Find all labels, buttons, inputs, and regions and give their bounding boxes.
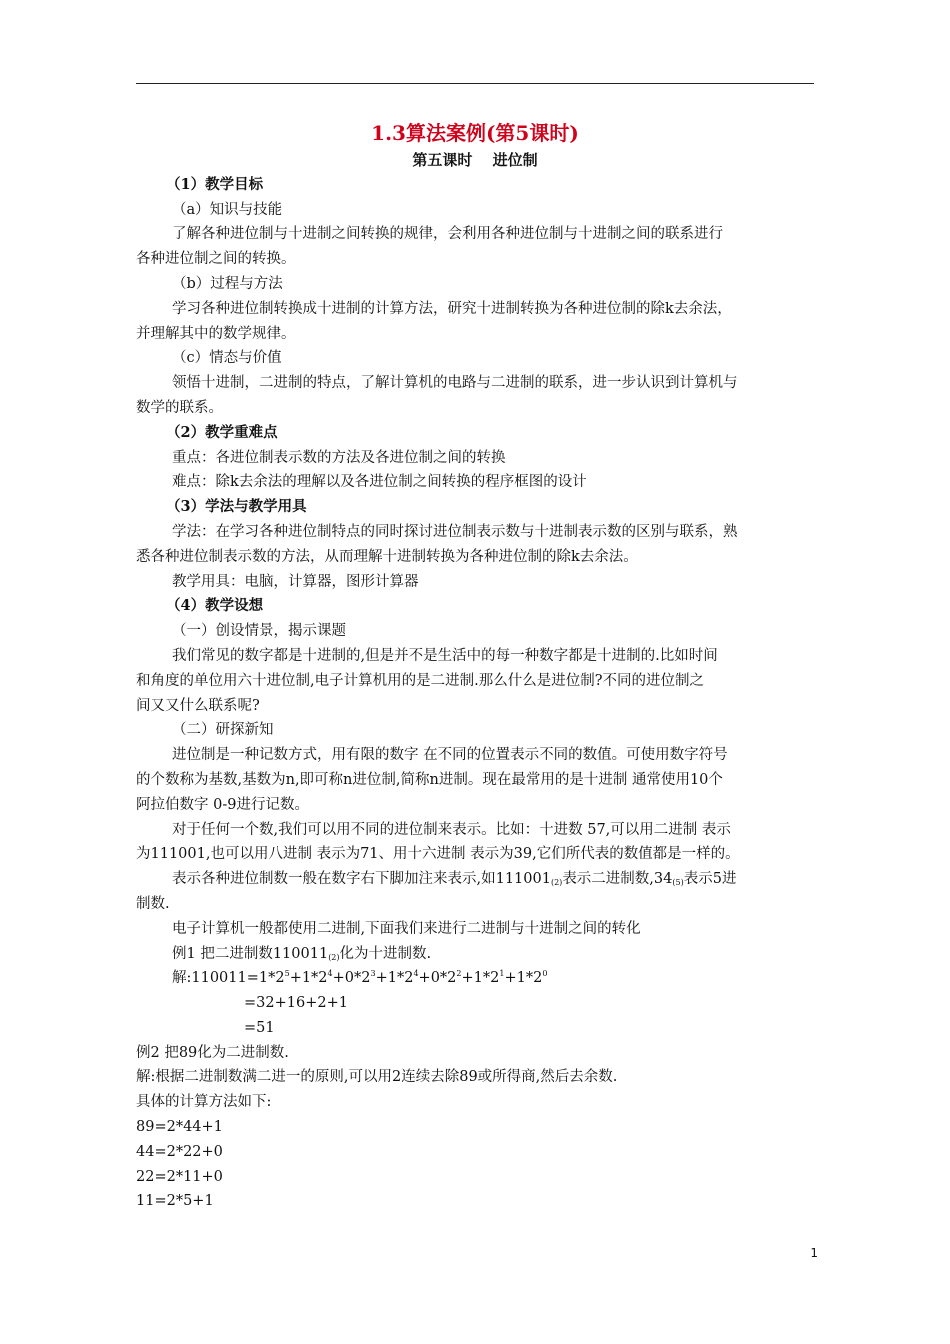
paragraph-line: 解:根据二进制数满二进一的原则,可以用2连续去除89或所得商,然后去余数. [136,1069,618,1086]
paragraph-line: 我们常见的数字都是十进制的,但是并不是生活中的每一种数字都是十进制的.比如时间 [172,647,718,664]
text-run: +0*2 [418,970,457,987]
solution-line: =32+16+2+1 [244,995,348,1012]
paragraph-line: 悉各种进位制表示数的方法，从而理解十进制转换为各种进位制的除k去余法。 [136,548,638,565]
paragraph-line: 电子计算机一般都使用二进制,下面我们来进行二进制与十进制之间的转化 [172,920,641,937]
exponent: 3 [370,969,376,979]
solution-line: =51 [244,1019,275,1036]
text-run: 表示各种进位制数一般在数字右下脚加注来表示,如111001 [172,871,551,888]
paragraph-line: 阿拉伯数字 0-9进行记数。 [136,796,309,813]
text-run: +0*2 [332,970,371,987]
text-run: 化为十进制数. [339,945,432,962]
exponent: 4 [327,969,333,979]
paragraph-line: 并理解其中的数学规律。 [136,325,296,342]
subsection-label: （a）知识与技能 [172,201,283,218]
paragraph-line: 数学的联系。 [136,399,223,416]
paragraph-line: 对于任何一个数,我们可以用不同的进位制来表示。比如：十进数 57,可以用二进制 表示 [172,821,731,838]
exponent: 0 [542,969,548,979]
page-number: 1 [810,1246,818,1260]
document-body [136,118,814,1214]
paragraph-line: 学法：在学习各种进位制特点的同时探讨进位制表示数与十进制表示数的区别与联系，熟 [172,523,738,540]
paragraph-line: 学习各种进位制转换成十进制的计算方法，研究十进制转换为各种进位制的除k去余法， [172,300,732,317]
text-run: 解:110011=1*2 [172,970,285,987]
section-heading: （1）教学目标 [166,175,264,193]
base-subscript: (5) [672,878,684,888]
paragraph-line: 了解各种进位制与十进制之间转换的规律，会利用各种进位制与十进制之间的联系进行 [172,226,723,243]
example-2: 例2 把89化为二进制数. [136,1044,289,1061]
exponent: 5 [284,969,290,979]
text-run: 表示二进制数,34 [562,871,673,888]
division-step: 11=2*5+1 [136,1193,214,1210]
paragraph-line [136,867,814,892]
key-point: 重点：各进位制表示数的方法及各进位制之间的转换 [172,449,506,466]
exponent: 1 [499,969,505,979]
text-run: +1*2 [289,970,328,987]
header-rule [136,83,814,84]
section-heading: （2）教学重难点 [166,423,278,441]
text-run: +1*2 [461,970,500,987]
division-step: 44=2*22+0 [136,1143,223,1160]
text-run: 例1 把二进制数110011 [172,945,329,962]
base-subscript: (2) [328,952,340,962]
text-run: +1*2 [504,970,543,987]
paragraph-line: 各种进位制之间的转换。 [136,251,296,268]
paragraph-line: 间又又什么联系呢? [136,697,260,714]
division-step: 89=2*44+1 [136,1119,223,1136]
paragraph-line: 制数. [136,895,170,912]
document-title: 1.3算法案例(第5课时) [371,121,579,145]
difficult-point: 难点：除k去余法的理解以及各进位制之间转换的程序框图的设计 [172,474,587,491]
text-run: 表示5进 [683,871,737,888]
subsection-label: （一）创设情景，揭示课题 [172,623,346,640]
paragraph-line: 具体的计算方法如下: [136,1094,272,1111]
paragraph-line: 领悟十进制，二进制的特点，了解计算机的电路与二进制的联系，进一步认识到计算机与 [172,375,738,392]
example-1 [136,942,814,967]
subsection-label: （b）过程与方法 [172,275,283,292]
exponent: 2 [456,969,462,979]
lesson-subtitle: 第五课时 进位制 [412,151,538,169]
paragraph-line: 进位制是一种记数方式，用有限的数字 在不同的位置表示不同的数值。可使用数字符号 [172,747,728,764]
text-run: +1*2 [375,970,414,987]
paragraph-line: 和角度的单位用六十进位制,电子计算机用的是二进制.那么什么是进位制?不同的进位制之 [136,672,704,689]
subsection-label: （c）情态与价值 [172,350,282,367]
teaching-tools: 教学用具：电脑，计算器，图形计算器 [172,573,419,590]
paragraph-line: 为111001,也可以用八进制 表示为71、用十六进制 表示为39,它们所代表的数值都是一样的。 [136,846,740,863]
section-heading: （4）教学设想 [166,597,264,615]
base-subscript: (2) [550,878,563,888]
section-heading: （3）学法与教学用具 [166,498,307,516]
division-step: 22=2*11+0 [136,1168,223,1185]
exponent: 4 [413,969,419,979]
paragraph-line: 的个数称为基数,基数为n,即可称n进位制,简称n进制。现在最常用的是十进制 通常使用10个 [136,771,723,788]
solution-expansion [136,966,814,991]
subsection-label: （二）研探新知 [172,722,274,739]
